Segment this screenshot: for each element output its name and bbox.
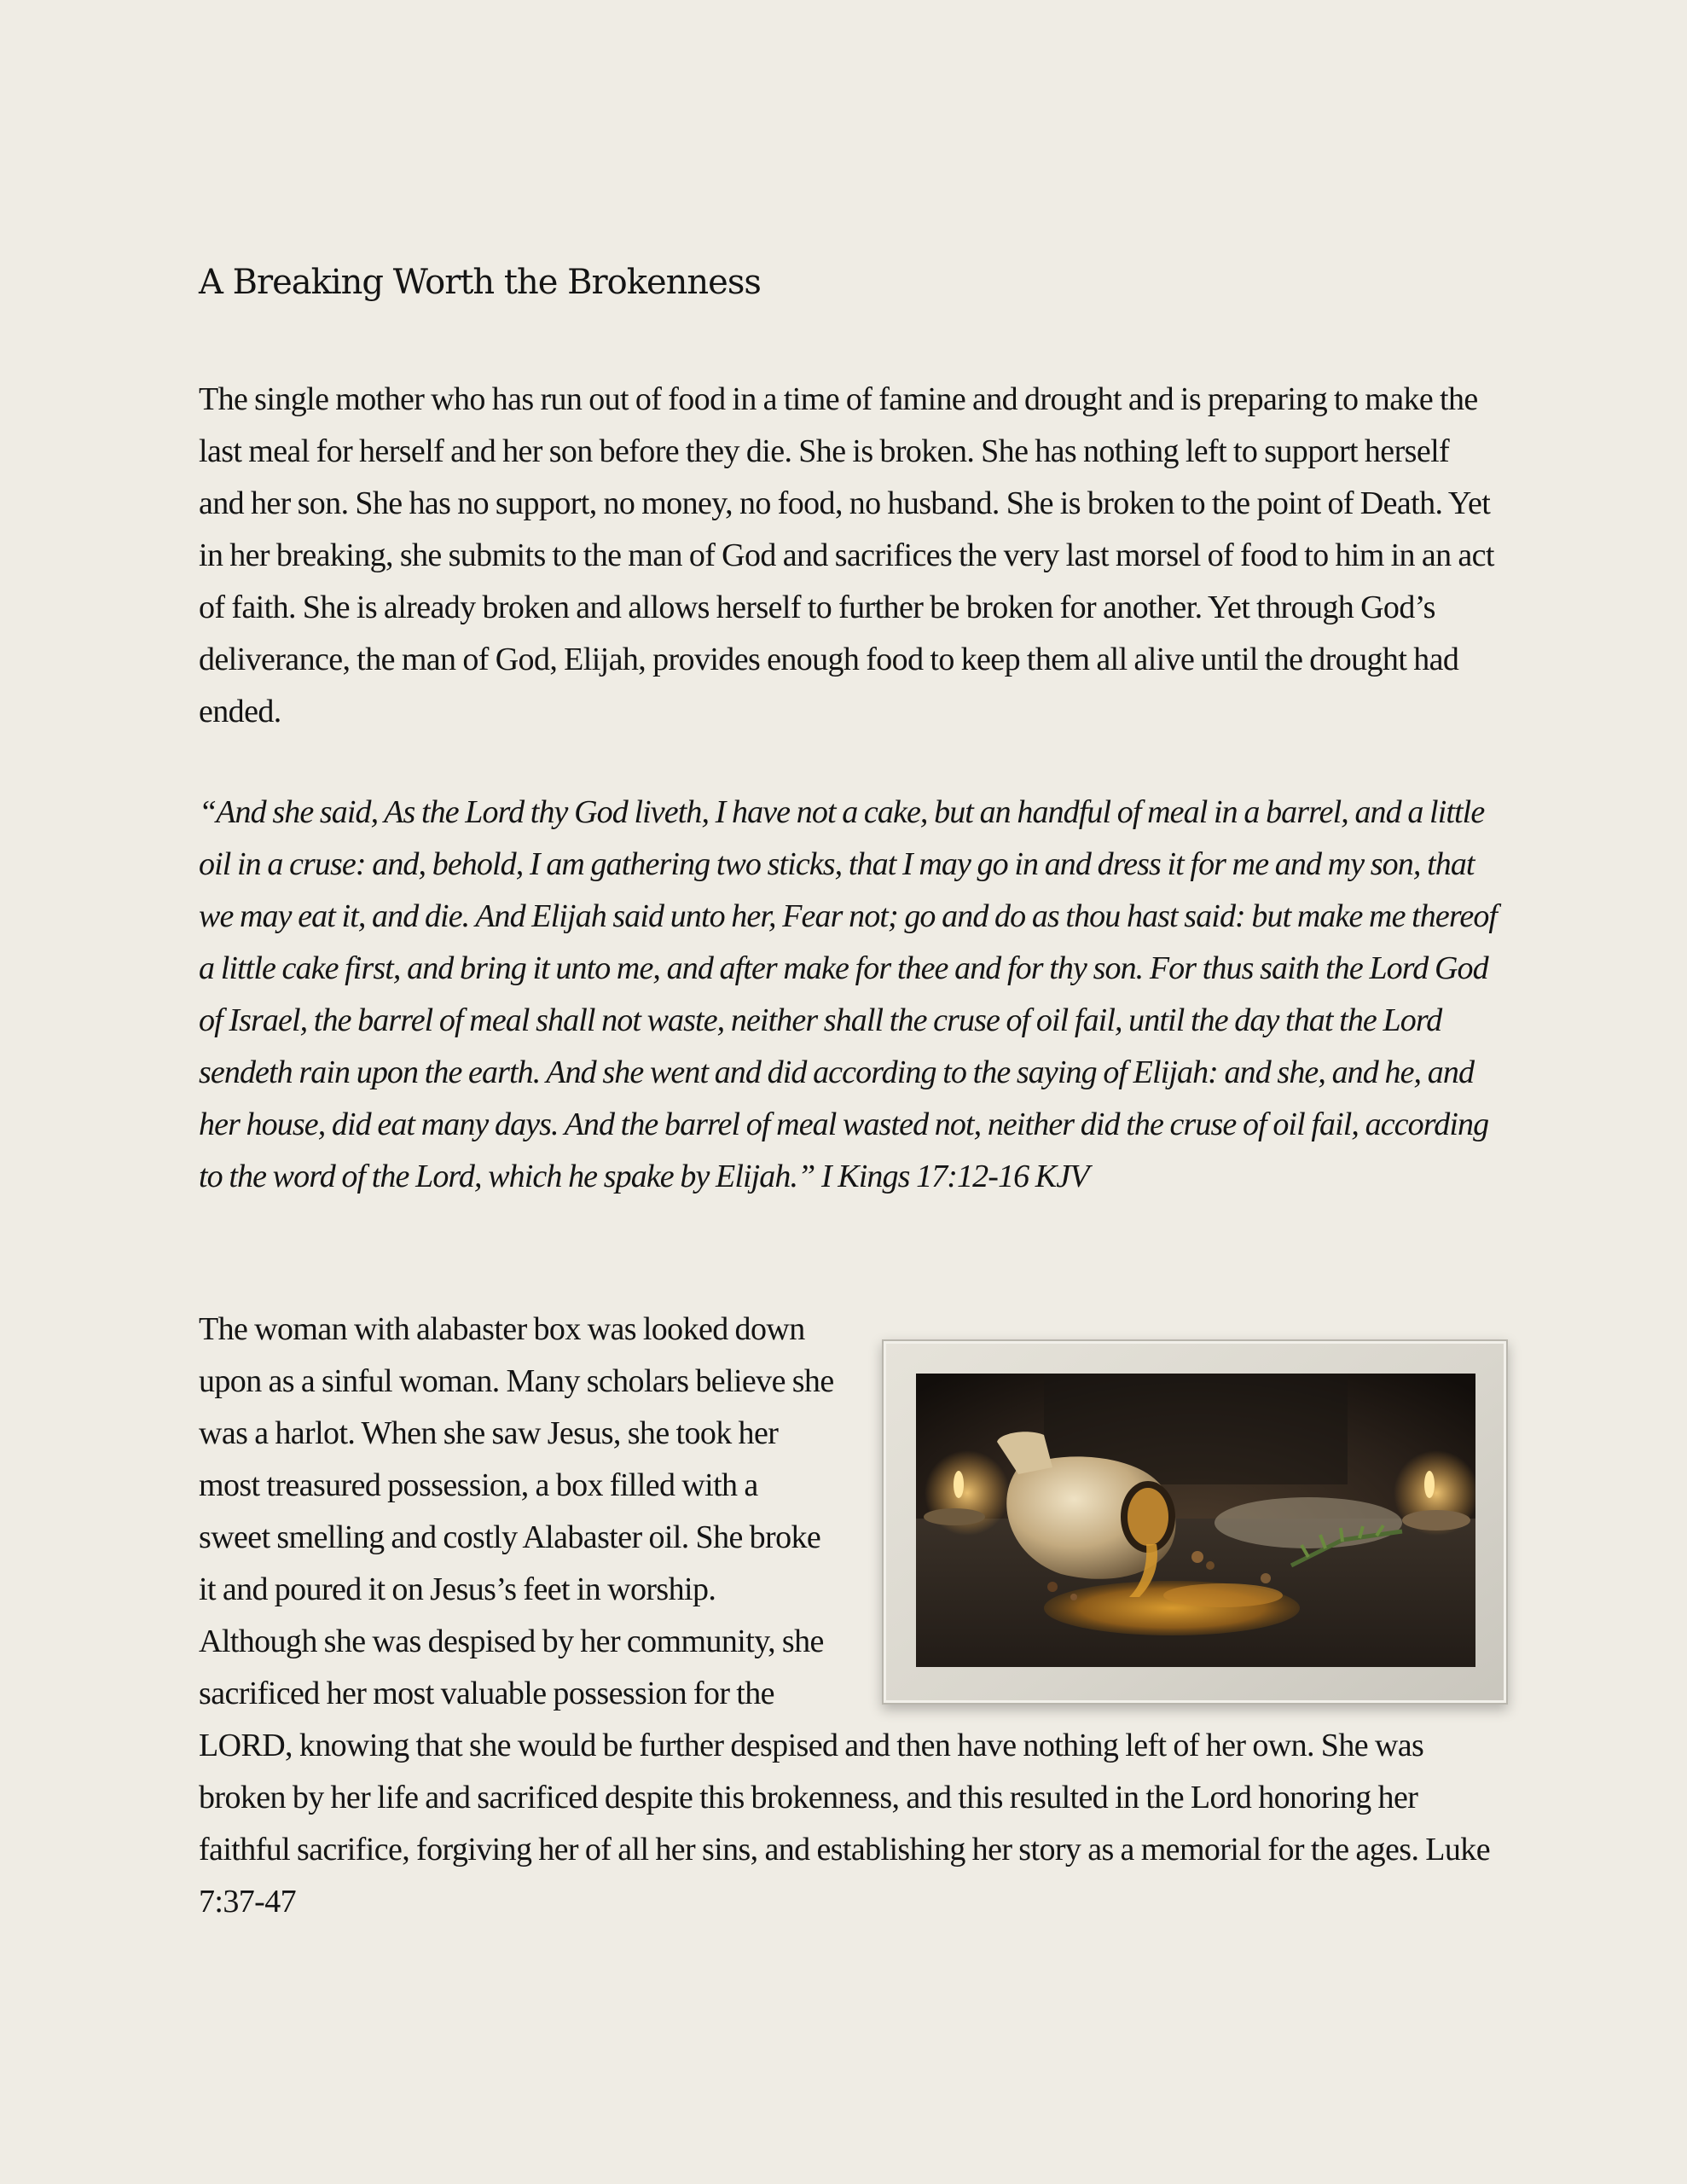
image-broken-alabaster-jar [916,1374,1475,1667]
document-page [199,256,1529,1920]
scripture-quote: “And she said, As the Lord thy God liveth, I have not a cake, but an handful of meal in a barrel, and a little oil in a cruse: and, behold, I am gathering two sticks, that I may go in and dress it for me and my son, that we may eat it, and die. And Elijah said unto her, Fear not; go and do as thou hast said: but make me thereof a little cake first, and bring it unto me, and after make for thee and for thy son. For thus saith the Lord God of Israel, the barrel of meal shall not waste, neither shall the cruse of oil fail, until the day that the Lord sendeth rain upon the earth. And she went and did according to the saying of Elijah: and she, and he, and her house, did eat many days. And the barrel of meal wasted not, neither did the cruse of oil fail, according to the word of the Lord, which he spake by Elijah.” I Kings 17:12-16 KJV [199,794,1498,1194]
paragraph-alabaster-block [199,1304,1495,1928]
paragraph-alabaster: The woman with alabaster box was looked down upon as a sinful woman. Many scholars believe she was a harlot. When she saw Jesus, she took her most treasured possession, a box filled with a sweet smelling and costly Alabaster oil. She broke it and poured it on Jesus’s feet in worship. Although she was despised by her community, she sacrificed her most valuable possession for the LORD, knowing that she would be further despised and then have nothing left of her own. She was broken by her life and sacrificed despite this brokenness, and this resulted in the Lord honoring her faithful sacrifice, forgiving her of all her sins, and establishing her story as a memorial for the ages. Luke 7:37-47 [199,1311,1490,1920]
broken-jar-illustration [916,1374,1475,1667]
framed-image-broken-jar [882,1339,1508,1705]
paragraph-widow: The single mother who has run out of food in a time of famine and drought and is preparing to make the last meal for herself and her son before they die. She is broken. She has nothing left to support herself and her son. She has no support, no money, no food, no husband. She is broken to the point of Death. Yet in her breaking, she submits to the man of God and sacrifices the very last morsel of food to him in an act of faith. She is already broken and allows herself to further be broken for another. Yet through God’s deliverance, the man of God, Elijah, provides enough food to keep them all alive until the drought had ended. [199,381,1494,729]
page-title: A Breaking Worth the Brokenness [199,263,761,302]
